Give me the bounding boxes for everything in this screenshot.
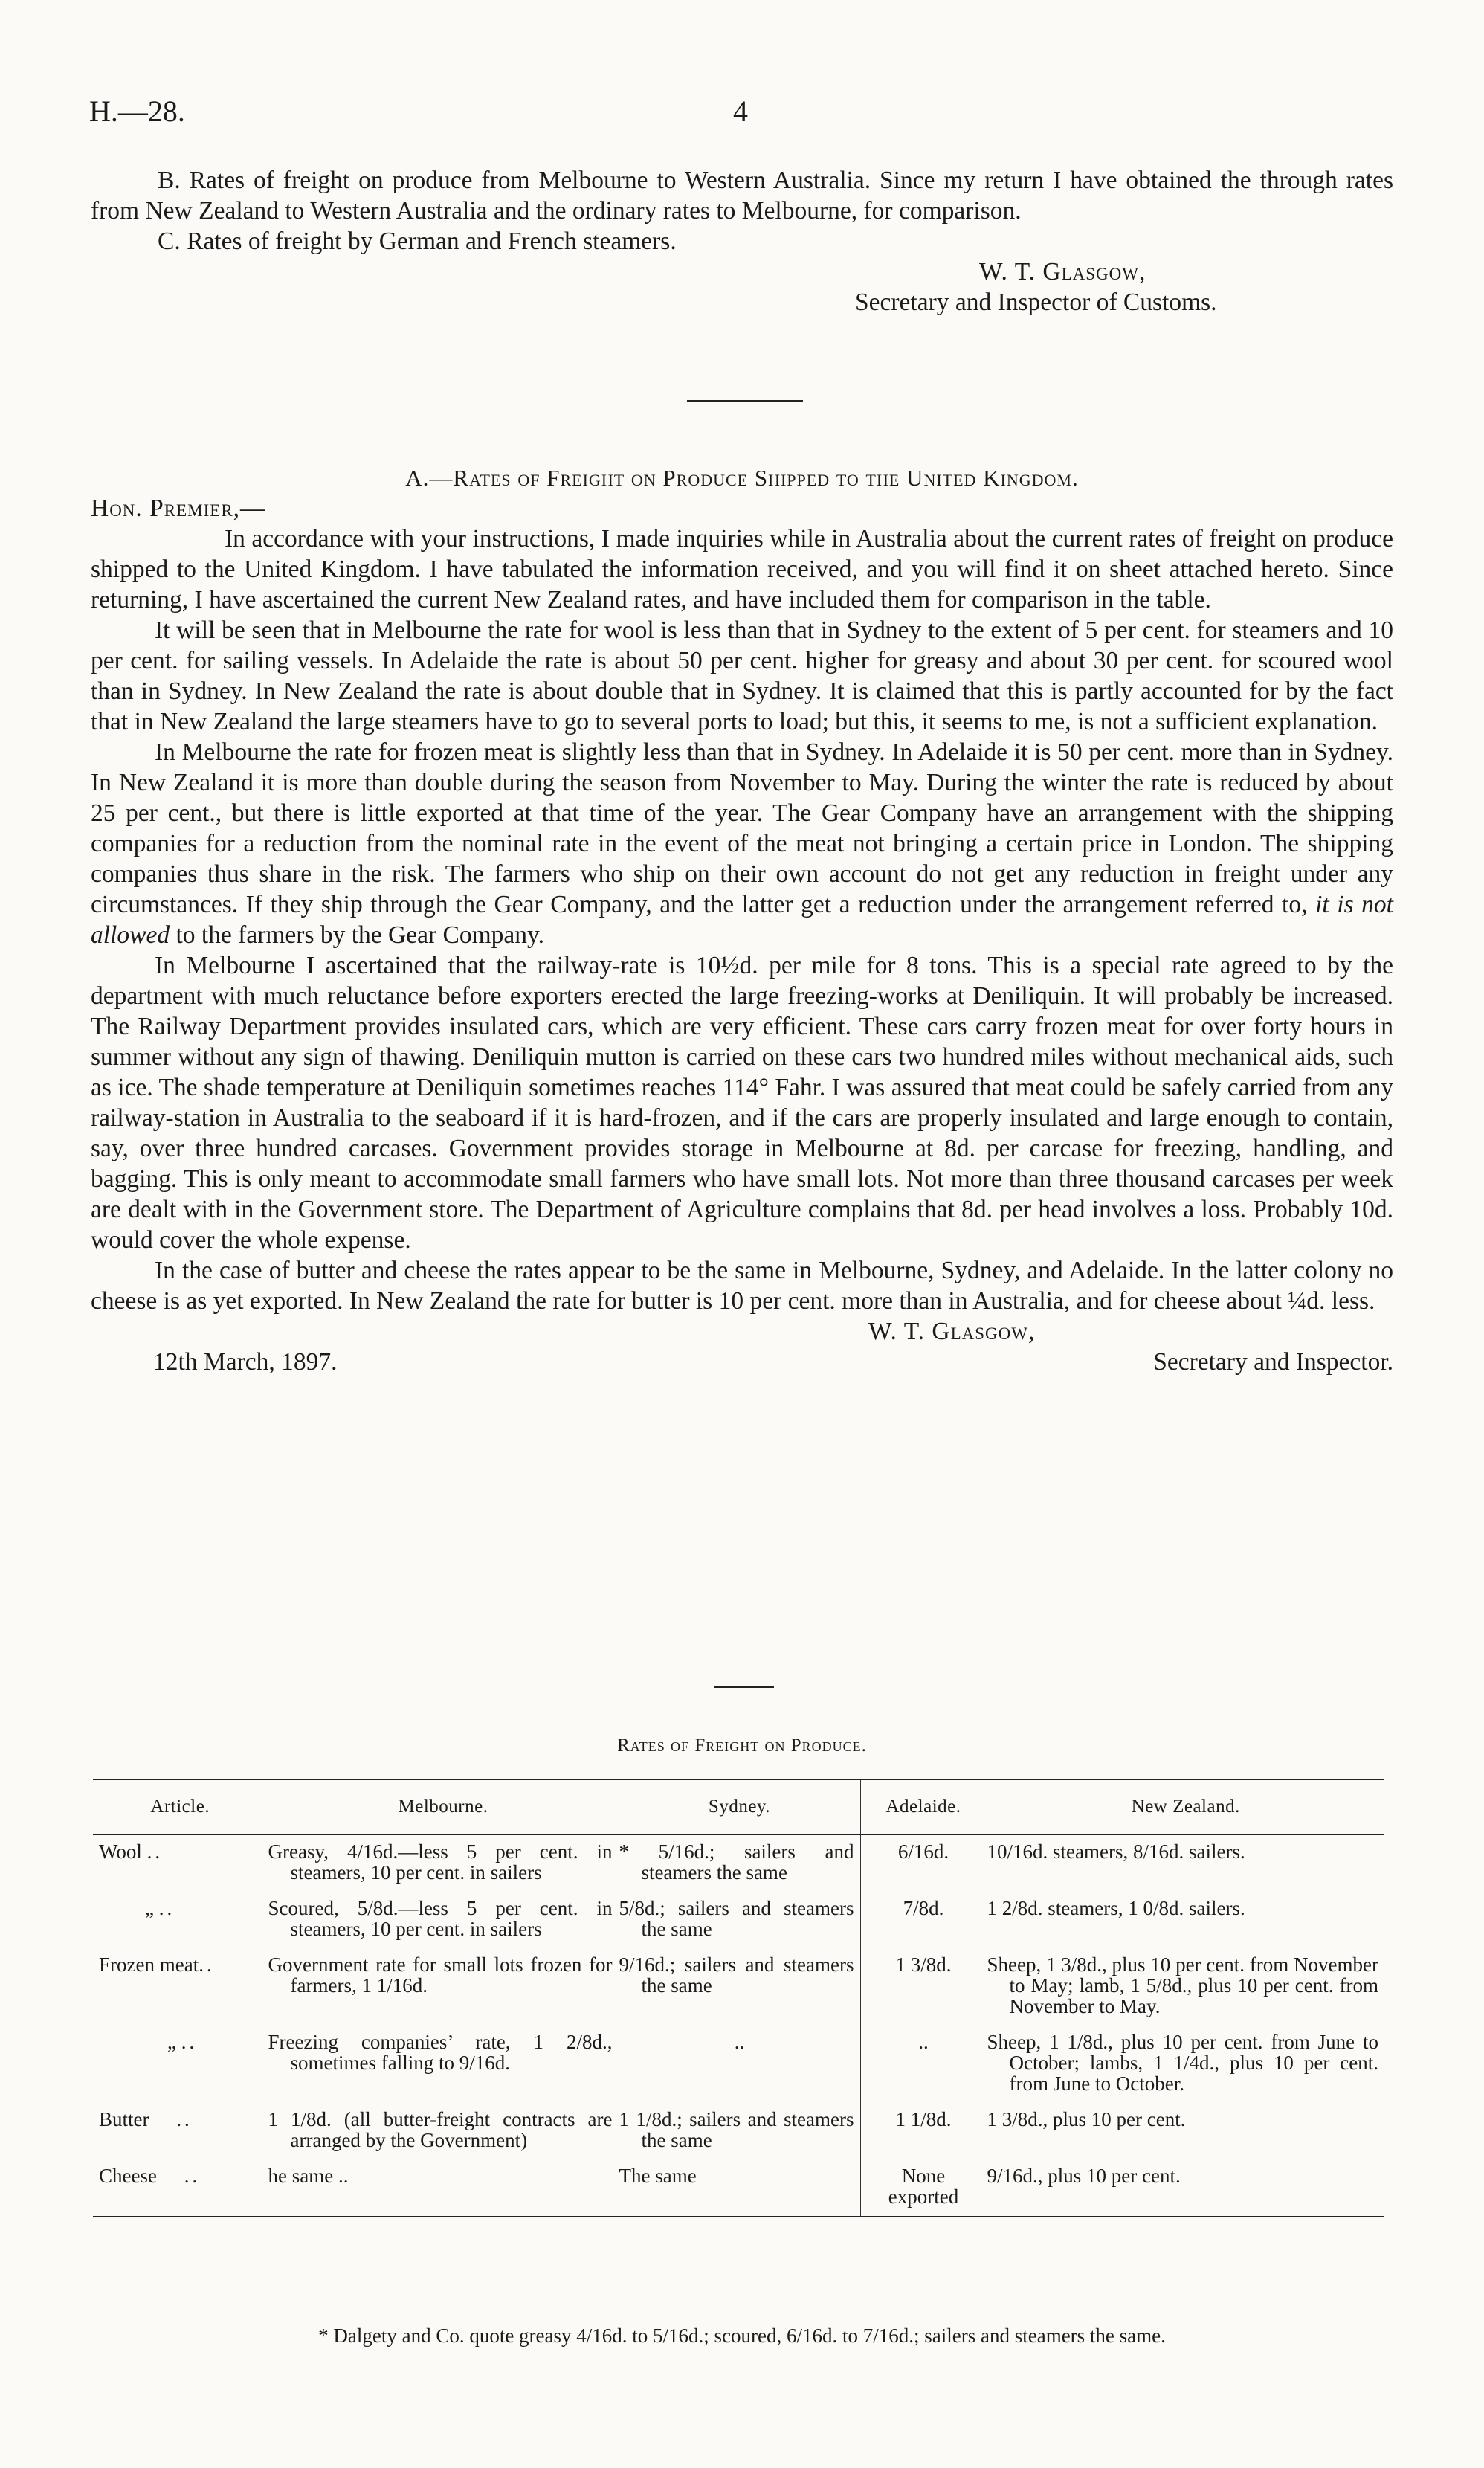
cell-adelaide: 1 3/8d.	[860, 1948, 987, 2026]
table-caption: Rates of Freight on Produce.	[617, 1736, 867, 1756]
paragraph-5: In the case of butter and cheese the rates appear to be the same in Melbourne, Sydney, and Adelaide. In the latter colony no cheese is as yet exported. In New Zealand the rate for butter is 10 per cent. more than in Australia, and for cheese about ¼d. less.	[91, 1257, 1393, 1315]
section-a-signature-name: W. T. Glasgow,	[868, 1318, 1036, 1345]
table-row	[93, 1892, 1384, 1948]
paragraph-3-emphasis: it is not allowed	[91, 891, 1393, 949]
cell-sydney: 1 1/8d.; sailers and steamers the same	[619, 2103, 860, 2159]
table-row	[93, 1834, 1384, 1892]
header-melbourne: Melbourne.	[268, 1779, 619, 1834]
cell-adelaide: None exported	[860, 2159, 987, 2217]
header-article: Article.	[93, 1779, 268, 1834]
table-row	[93, 2103, 1384, 2159]
cell-new-zealand: 10/16d. steamers, 8/16d. sailers.	[987, 1834, 1384, 1892]
paragraph-4: In Melbourne I ascertained that the railway-rate is 10½d. per mile for 8 tons. This is a special rate agreed to by the department with much reluctance before exporters erected the large freezing-works at Deniliquin. It will probably be increased. The Railway Department provides insulated cars, which are very efficient. These cars carry frozen meat for over forty hours in summer without any sign of thawing. Deniliquin mutton is carried on these cars two hundred miles without mechanical aids, such as ice. The shade temperature at Deniliquin sometimes reaches 114° Fahr. I was assured that meat could be safely carried from any railway-station in Australia to the seaboard if it is hard-frozen, and if the cars are properly insulated and large enough to contain, say, over three hundred carcases. Government provides storage in Melbourne at 8d. per carcase for freezing, handling, and bagging. This is only meant to accommodate small farmers who have small lots. Not more than three thousand carcases per week are dealt with in the Government store. The Department of Agriculture complains that 8d. per head involves a loss. Probably 10d. would cover the whole expense.	[91, 952, 1393, 1254]
cell-sydney: 9/16d.; sailers and steamers the same	[619, 1948, 860, 2026]
cell-adelaide: 1 1/8d.	[860, 2103, 987, 2159]
cell-new-zealand: 1 3/8d., plus 10 per cent.	[987, 2103, 1384, 2159]
cell-sydney: 5/8d.; sailers and steamers the same	[619, 1892, 860, 1948]
header-sydney: Sydney.	[619, 1779, 860, 1834]
table-row	[93, 2026, 1384, 2103]
section-a-signature-title: Secretary and Inspector.	[1153, 1348, 1393, 1376]
letter-date: 12th March, 1897.	[153, 1348, 338, 1376]
cell-sydney: The same	[619, 2159, 860, 2217]
table-row	[93, 2159, 1384, 2217]
header-new-zealand: New Zealand.	[987, 1779, 1384, 1834]
cell-article: Cheese ..	[93, 2159, 268, 2217]
cell-melbourne: he same ..	[268, 2159, 619, 2217]
paragraph-2: It will be seen that in Melbourne the rate for wool is less than that in Sydney to the extent of 5 per cent. for steamers and 10 per cent. for sailing vessels. In Adelaide the rate is about 50 per cent. higher for greasy and about 30 per cent. for scoured wool than in Sydney. In New Zealand the rate is about double that in Sydney. It is claimed that this is partly accounted for by the fact that in New Zealand the large steamers have to go to several ports to load; but this, it seems to me, is not a sufficient explanation.	[91, 616, 1393, 735]
intro-signature-title: Secretary and Inspector of Customs.	[855, 289, 1217, 316]
cell-melbourne: Scoured, 5/8d.—less 5 per cent. in steamers, 10 per cent. in sailers	[268, 1892, 619, 1948]
section-divider	[687, 400, 803, 402]
table-row	[93, 1948, 1384, 2026]
cell-adelaide: 7/8d.	[860, 1892, 987, 1948]
section-a-title: A.—Rates of Freight on Produce Shipped to the United Kingdom.	[405, 465, 1079, 491]
cell-melbourne: Greasy, 4/16d.—less 5 per cent. in steamers, 10 per cent. in sailers	[268, 1834, 619, 1892]
cell-new-zealand: Sheep, 1 1/8d., plus 10 per cent. from June to October; lambs, 1 1/4d., plus 10 per cent. from June to October.	[987, 2026, 1384, 2103]
cell-melbourne: Government rate for small lots frozen for farmers, 1 1/16d.	[268, 1948, 619, 2026]
cell-new-zealand: 1 2/8d. steamers, 1 0/8d. sailers.	[987, 1892, 1384, 1948]
page-number: 4	[733, 94, 748, 128]
freight-rates-table	[93, 1779, 1384, 2217]
section-a	[91, 463, 1393, 1377]
intro-paragraph-b: B. Rates of freight on produce from Melbourne to Western Australia. Since my return I have obtained the through rates from New Zealand to Western Australia and the ordinary rates to Melbourne, for comparison.	[91, 167, 1393, 225]
cell-article: Wool ..	[99, 1840, 164, 1863]
cell-adelaide: 6/16d.	[860, 1834, 987, 1892]
paragraph-3: In Melbourne the rate for frozen meat is slightly less than that in Sydney. In Adelaide it is 50 per cent. more than in Sydney. In New Zealand it is more than double during the season from November to May. During the winter the rate is reduced by about 25 per cent., but there is little exported at that time of the year. The Gear Company have an arrangement with the shipping companies for a reduction from the nominal rate in the event of the meat not bringing a certain price in London. The shipping companies thus share in the risk. The farmers who ship on their own account do not get any reduction in freight under any circumstances. If they ship through the Gear Company, and the latter get a reduction under the arrangement referred to, it is not allowed to the farmers by the Gear Company.	[91, 738, 1393, 949]
page-header-reference: H.—28.	[89, 94, 185, 128]
cell-sydney: ..	[619, 2026, 860, 2103]
cell-new-zealand: 9/16d., plus 10 per cent.	[987, 2159, 1384, 2217]
header-adelaide: Adelaide.	[860, 1779, 987, 1834]
intro-block	[91, 165, 1393, 318]
table-divider	[714, 1686, 774, 1688]
cell-article: „ ..	[167, 2031, 198, 2053]
cell-article: „ ..	[145, 1897, 175, 1919]
cell-sydney: * 5/16d.; sailers and steamers the same	[619, 1834, 860, 1892]
cell-new-zealand: Sheep, 1 3/8d., plus 10 per cent. from November to May; lamb, 1 5/8d., plus 10 per cent. from November to May.	[987, 1948, 1384, 2026]
table-header-row	[93, 1779, 1384, 1834]
cell-article: Frozen meat..	[99, 1953, 215, 1976]
cell-melbourne: 1 1/8d. (all butter-freight contracts are arranged by the Government)	[268, 2103, 619, 2159]
cell-adelaide: ..	[860, 2026, 987, 2103]
cell-melbourne: Freezing companies’ rate, 1 2/8d., sometimes falling to 9/16d.	[268, 2026, 619, 2103]
intro-signature-name: W. T. Glasgow,	[979, 258, 1146, 286]
table-footnote: * Dalgety and Co. quote greasy 4/16d. to 5/16d.; scoured, 6/16d. to 7/16d.; sailers and steamers the same.	[318, 2324, 1166, 2347]
cell-article: Butter ..	[99, 2108, 193, 2130]
date-and-title-line	[91, 1347, 1393, 1377]
paragraph-1: In accordance with your instructions, I made inquiries while in Australia about the current rates of freight on produce shipped to the United Kingdom. I have tabulated the information received, and you will find it on sheet attached hereto. Since returning, I have ascertained the current New Zealand rates, and have included them for comparison in the table.	[91, 525, 1393, 613]
intro-paragraph-c: C. Rates of freight by German and French steamers.	[158, 228, 677, 255]
salutation: Hon. Premier,—	[91, 494, 266, 522]
